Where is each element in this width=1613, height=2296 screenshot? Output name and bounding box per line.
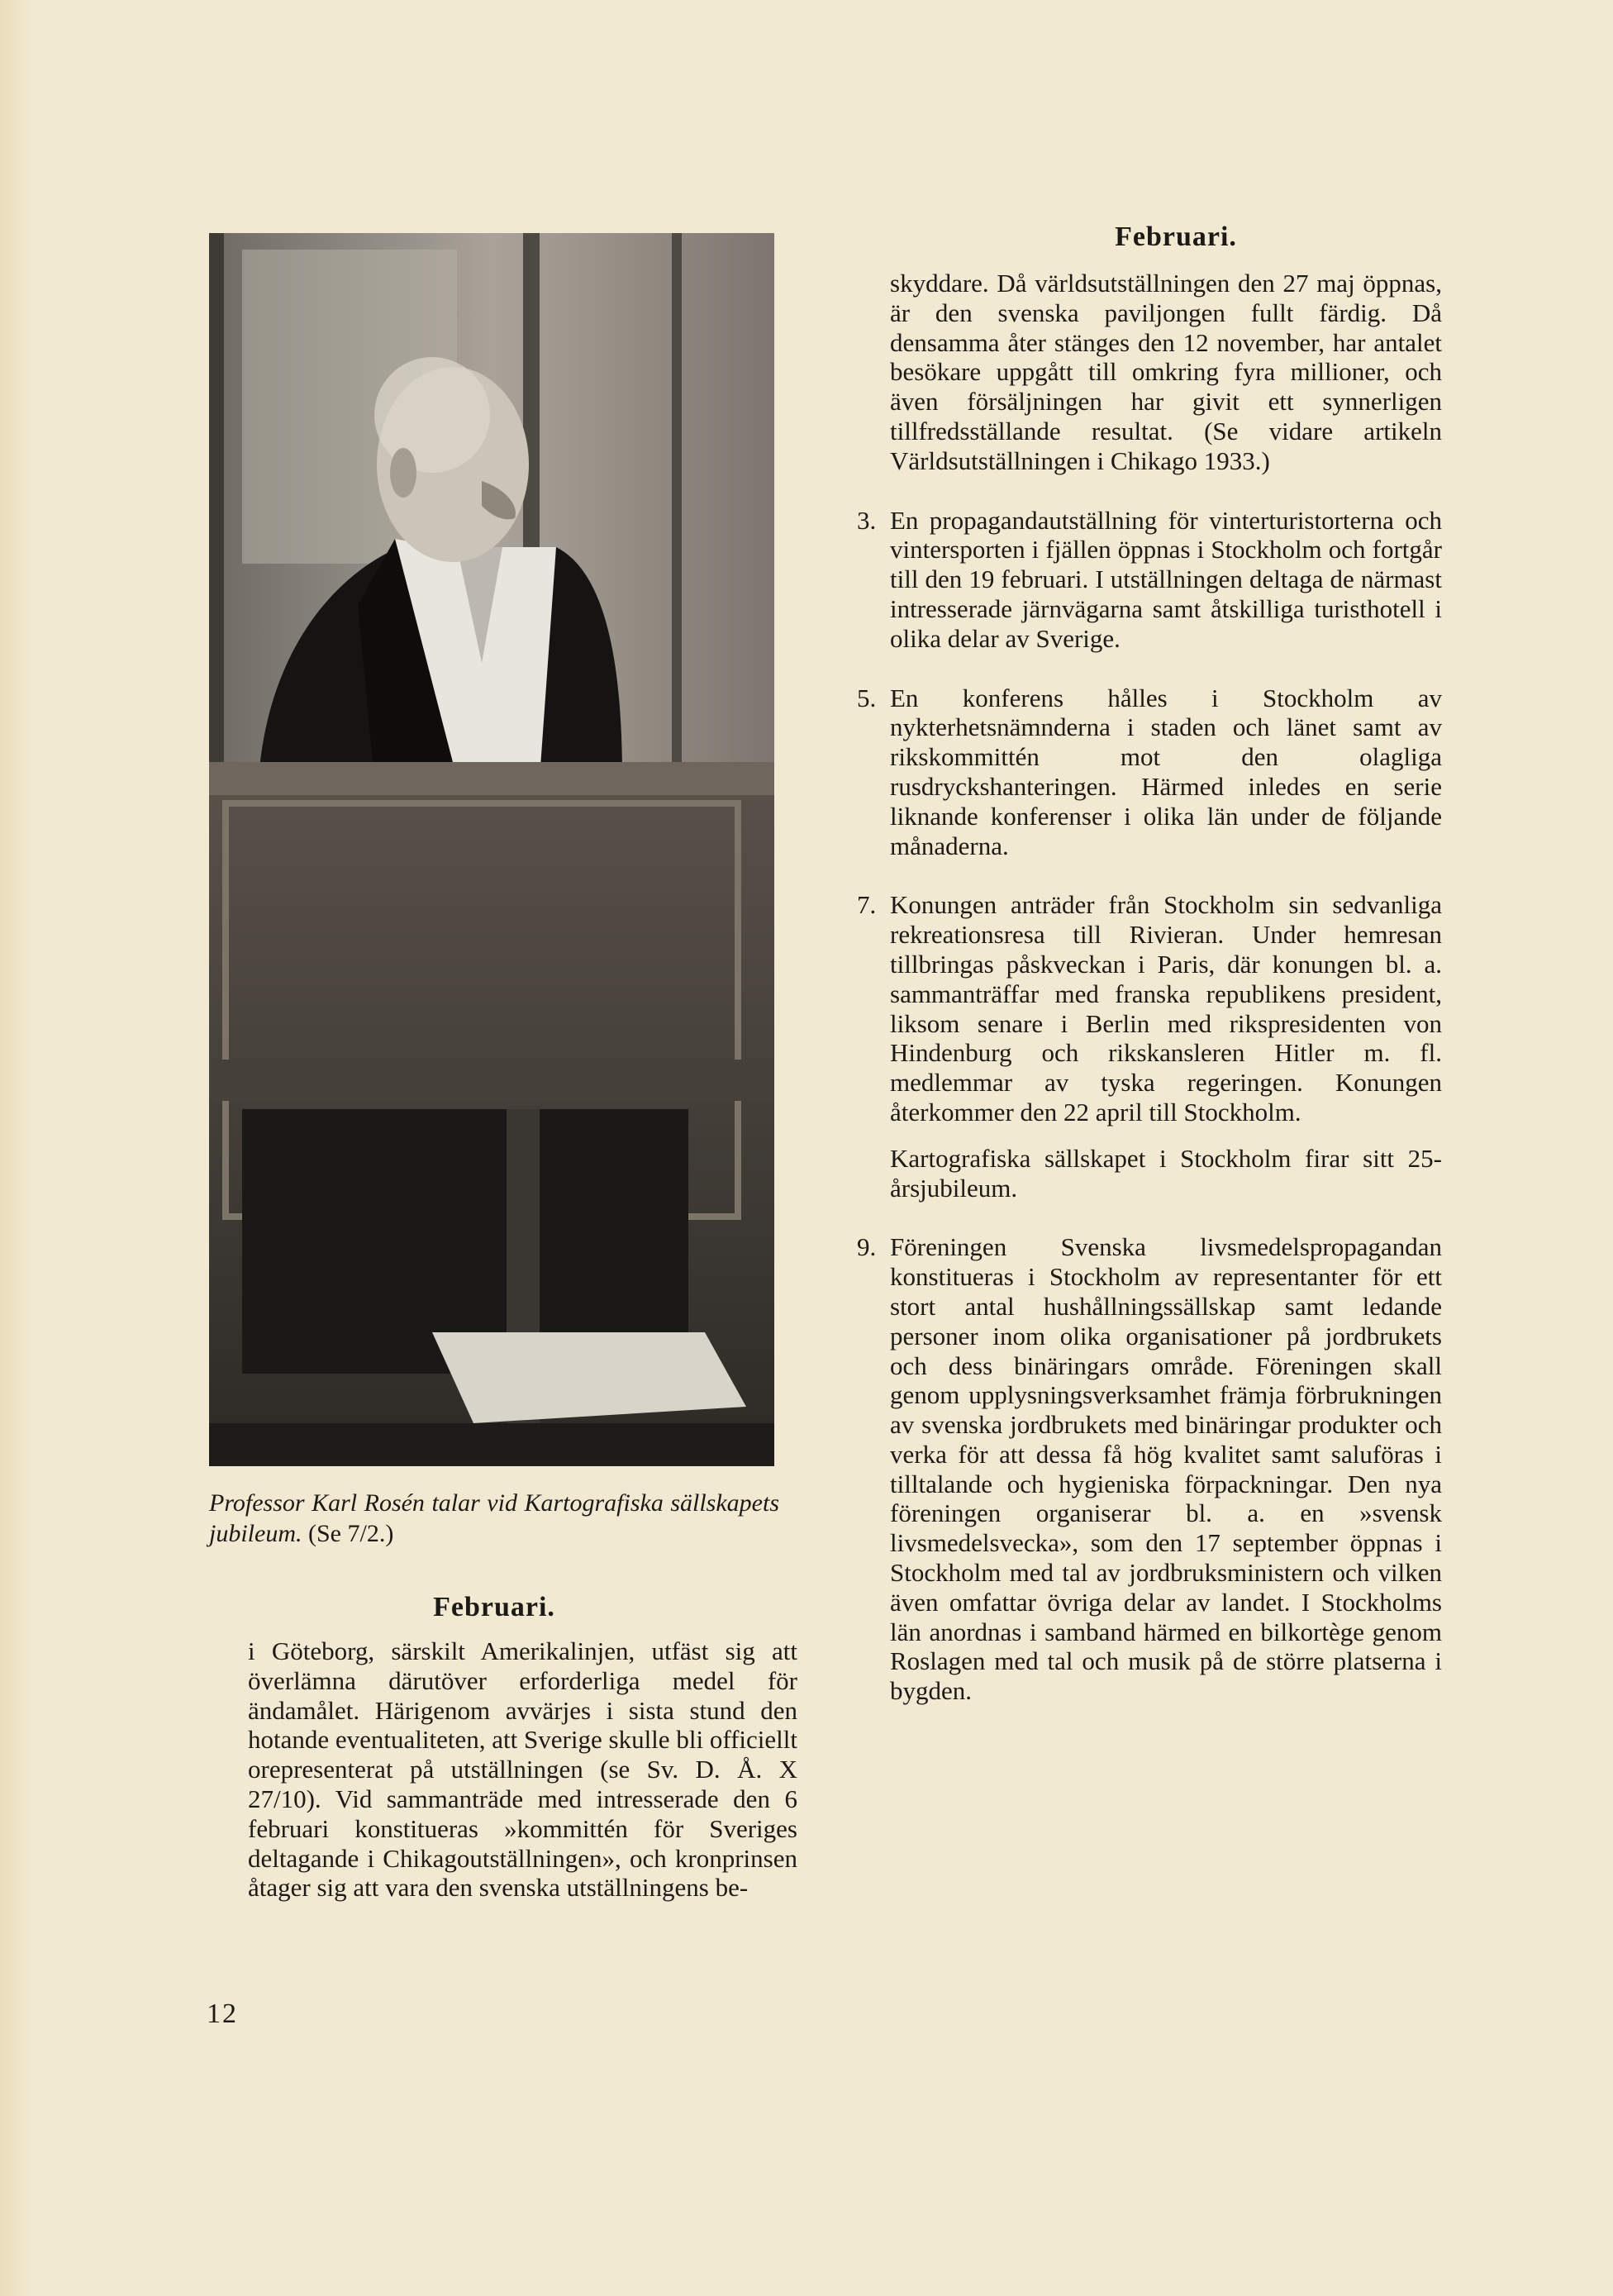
entry-number: 3. [857, 505, 877, 535]
entry-9 [857, 1232, 1442, 1706]
entry-7 [857, 890, 1442, 1127]
page-number: 12 [207, 1998, 238, 2029]
entry-5 [857, 683, 1442, 861]
caption-italic-text: Professor Karl Rosén talar vid Kartografiska sällskapets jubileum. [209, 1489, 779, 1547]
photograph [209, 233, 774, 1466]
caption-reference: (Se 7/2.) [308, 1520, 394, 1547]
entry-text: En konferens hålles i Stockholm av nykterhetsnämnderna i staden och länet samt av rikskommittén mot den olagliga rusdryckshanteringen. Härmed inledes en serie liknande konferenser i olika län under de följande månaderna. [890, 683, 1442, 860]
entry-3 [857, 505, 1442, 654]
photo-caption [209, 1488, 779, 1549]
entry-number: 9. [857, 1232, 877, 1262]
entry-text: Föreningen Svenska livsmedelspropagandan konstitueras i Stockholm av representanter för ett stort antal hushållningssällskap samt ledande personer inom olika organisationer på jordbrukets och dess binäringars område. Föreningen skall genom upplysningsverksamhet främja förbrukningen av svenska jordbrukets med binäringar produkter och verka för att dessa få hög kvalitet samt saluföras i tilltalande och hygieniska förpackningar. Den nya föreningen organiserar bl. a. en »svensk livsmedelsvecka», som den 17 september öppnas i Stockholm med tal av jordbruksministern och vilken även omfattar övriga delar av landet. I Stockholms län anordnas i samband härmed en bilkortège genom Roslagen med tal och musik på de större platserna i bygden. [890, 1232, 1442, 1706]
right-column [857, 269, 1442, 1736]
page-edge [0, 0, 31, 2296]
left-column-heading: Februari. [433, 1592, 555, 1622]
left-column-text: i Göteborg, särskilt Amerikalinjen, utfäst sig att överlämna därutöver erforderliga medel för ändamålet. Härigenom avvärjes i sista stund den hotande eventualiteten, att Sverige skulle bli officiellt orepresenterat på utställningen (se Sv. D. Å. X 27/10). Vid sammanträde med intresserade den 6 februari konstitueras »kommittén för Sveriges deltagande i Chikagoutställningen», och kronprinsen åtager sig att vara den svenska utställningens be- [248, 1636, 797, 1903]
entry-7-continued [890, 1144, 1442, 1203]
entry-text: Kartografiska sällskapet i Stockholm firar sitt 25-årsjubileum. [890, 1143, 1442, 1203]
right-column-intro: skyddare. Då världsutställningen den 27 maj öppnas, är den svenska paviljongen fullt färdig. Då densamma åter stänges den 12 november, har antalet besökare uppgått till omkring fyra millioner, och även försäljningen har givit ett synnerligen tillfredsställande resultat. (Se vidare artikeln Världsutställningen i Chikago 1933.) [890, 269, 1442, 475]
entry-text: En propagandautställning för vinterturistorterna och vintersporten i fjällen öppnas i Stockholm och fortgår till den 19 februari. I utställningen deltaga de närmast intresserade järnvägarna samt åtskilliga turisthotell i olika delar av Sverige. [890, 505, 1442, 653]
photograph-icon [209, 233, 774, 1466]
entry-number: 5. [857, 683, 877, 712]
right-column-heading: Februari. [1115, 222, 1237, 252]
entry-number: 7. [857, 890, 877, 920]
entry-text: Konungen anträder från Stockholm sin sedvanliga rekreationsresa till Rivieran. Under hemresan tillbringas påskveckan i Paris, där konungen bl. a. sammanträffar med franska republikens president, liksom senare i Berlin med rikspresidenten von Hindenburg och rikskansleren Hitler m. fl. medlemmar av tyska regeringen. Konungen återkommer den 22 april till Stockholm. [890, 890, 1442, 1127]
